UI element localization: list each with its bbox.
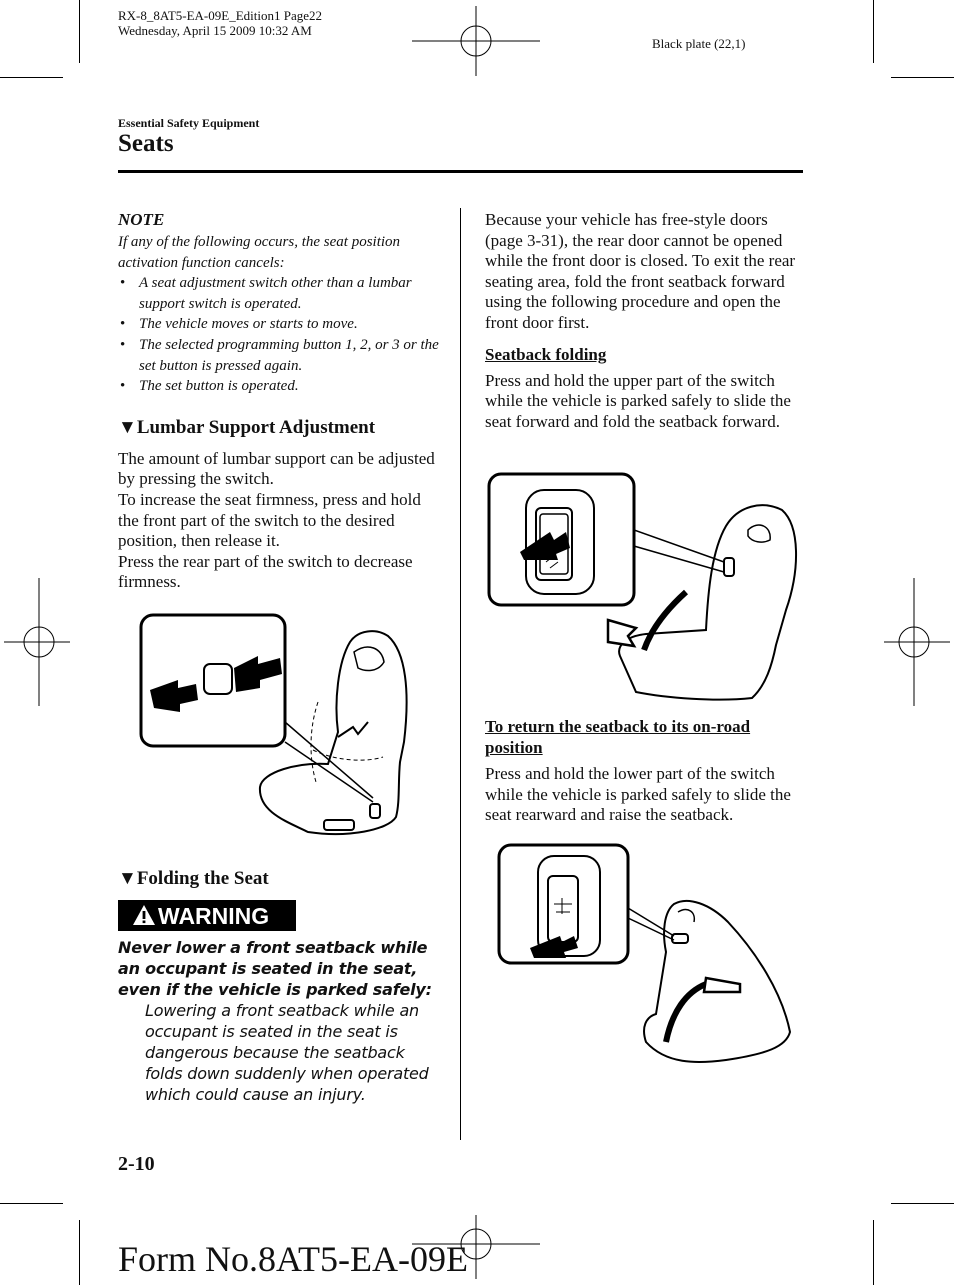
seatback-folding-title: Seatback folding — [485, 344, 607, 364]
lumbar-body — [118, 449, 440, 593]
lumbar-heading: Lumbar Support Adjustment — [136, 416, 376, 438]
note-item: • A seat adjustment switch other than a lumbar support switch is operated. — [118, 273, 440, 314]
warning-triangle-icon — [132, 904, 156, 926]
folding-heading-row — [118, 868, 440, 890]
return-text: Press and hold the lower part of the switch while the vehicle is parked safely to slide the seat rearward and raise the seatback. — [485, 764, 791, 825]
folding-section — [118, 868, 440, 1105]
warning-bold-text: Never lower a front seatback while an occupant is seated in the seat, even if the vehicle is parked safely: — [118, 938, 432, 999]
print-info-line2: Wednesday, April 15 2009 10:32 AM — [118, 23, 312, 38]
plate-info: Black plate (22,1) — [652, 36, 746, 51]
note-item: • The selected programming button 1, 2, or 3 or the set button is pressed again. — [118, 335, 440, 376]
seatback-return-illustration — [496, 842, 796, 1074]
note-list — [118, 273, 440, 397]
note-intro: If any of the following occurs, the seat position activation function cancels: — [118, 234, 401, 271]
warning-text: Lowering a front seatback while an occupant is seated in the seat is dangerous because the seatback folds down suddenly when operated which could cause an injury. — [145, 1001, 429, 1104]
left-column — [118, 210, 440, 593]
triangle-down-icon: ▼ — [118, 868, 137, 889]
triangle-down-icon: ▼ — [118, 416, 137, 438]
form-number: Form No.8AT5-EA-09E — [118, 1239, 468, 1279]
page-title: Seats — [118, 130, 174, 157]
note-title: NOTE — [118, 210, 165, 229]
folding-heading: Folding the Seat — [136, 868, 269, 889]
return-title: To return the seatback to its on-road position — [485, 717, 751, 757]
lumbar-seat-illustration — [138, 612, 413, 842]
note-item: • The vehicle moves or starts to move. — [118, 314, 440, 335]
print-info-line1: RX-8_8AT5-EA-09E_Edition1 Page22 — [118, 8, 323, 23]
seatback-folding-illustration — [486, 470, 804, 706]
page-number: 2-10 — [118, 1153, 155, 1175]
seatback-folding-text: Press and hold the upper part of the switch while the vehicle is parked safely to slide the seat forward and fold the seatback forward. — [485, 370, 791, 431]
warning-label: WARNING — [158, 903, 270, 929]
warning-badge — [118, 900, 296, 931]
title-rule — [118, 170, 803, 173]
return-section — [485, 716, 805, 826]
note-item: • The set button is operated. — [118, 376, 440, 397]
column-divider — [460, 208, 461, 1140]
lumbar-heading-row — [118, 417, 440, 439]
section-label: Essential Safety Equipment — [118, 116, 260, 130]
lumbar-para2: To increase the seat firmness, press and hold the front part of the switch to the desired position, then release it. — [118, 489, 421, 551]
lumbar-para1: The amount of lumbar support can be adjusted by pressing the switch. — [118, 448, 435, 489]
lumbar-para3: Press the rear part of the switch to decrease firmness. — [118, 551, 413, 592]
free-style-doors-intro: Because your vehicle has free-style doors (page 3-31), the rear door cannot be opened while the front door is closed. To exit the rear seating area, fold the front seatback forward using the following procedure and open the front door first. — [485, 210, 796, 332]
note-box — [118, 210, 440, 397]
right-column — [485, 210, 805, 432]
